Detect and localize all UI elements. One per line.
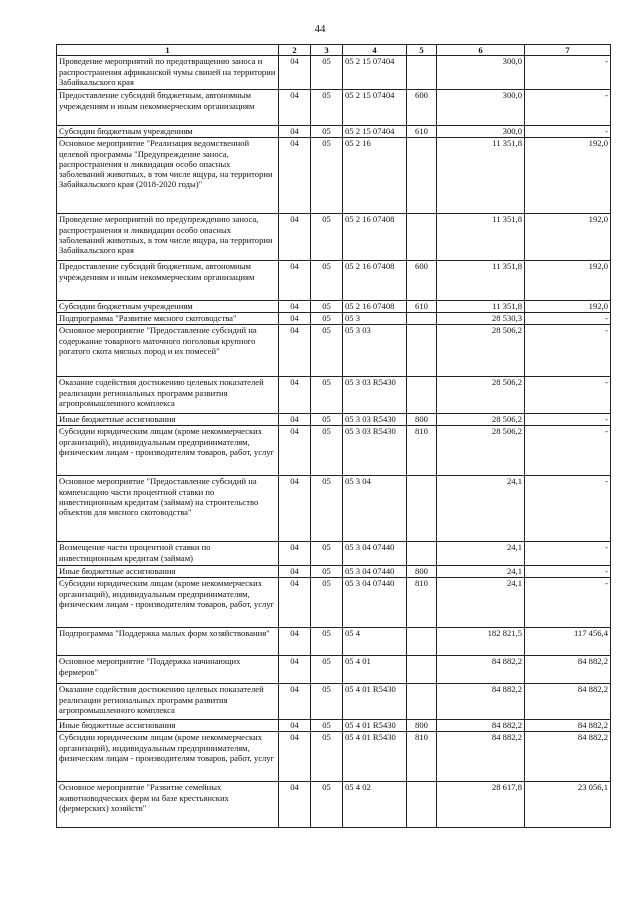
row-section: 04 <box>279 214 311 261</box>
row-expense-type: 810 <box>407 426 437 476</box>
row-section: 04 <box>279 476 311 542</box>
table-row <box>57 684 611 720</box>
row-amount: 84 882,2 <box>437 656 525 684</box>
row-name: Иные бюджетные ассигнования <box>57 720 279 732</box>
row-subsection: 05 <box>311 56 343 90</box>
row-amount: 300,0 <box>437 126 525 138</box>
row-amount: 11 351,8 <box>437 261 525 301</box>
row-section: 04 <box>279 426 311 476</box>
row-target-code: 05 2 16 07408 <box>343 214 407 261</box>
row-amount: 84 882,2 <box>437 732 525 782</box>
row-name: Оказание содействия достижению целевых показателей реализации региональных программ развития агропромышленного комплекса <box>57 377 279 414</box>
table-row <box>57 656 611 684</box>
row-expense-type <box>407 377 437 414</box>
row-target-code: 05 3 03 <box>343 325 407 377</box>
row-expense-type <box>407 325 437 377</box>
row-subsection: 05 <box>311 684 343 720</box>
row-name: Проведение мероприятий по предотвращению заноса и распространения африканской чумы свиней на территории Забайкальского края <box>57 56 279 90</box>
row-expense-type: 600 <box>407 261 437 301</box>
row-subsection: 05 <box>311 628 343 656</box>
row-subsection: 05 <box>311 377 343 414</box>
row-amount-federal: - <box>525 126 611 138</box>
row-target-code: 05 3 03 R5430 <box>343 426 407 476</box>
row-section: 04 <box>279 732 311 782</box>
table-body <box>57 56 611 828</box>
row-section: 04 <box>279 261 311 301</box>
row-subsection: 05 <box>311 90 343 126</box>
row-amount-federal: 192,0 <box>525 214 611 261</box>
row-target-code: 05 3 04 07440 <box>343 542 407 566</box>
row-expense-type <box>407 313 437 325</box>
row-section: 04 <box>279 684 311 720</box>
row-target-code: 05 3 <box>343 313 407 325</box>
row-amount: 11 351,8 <box>437 214 525 261</box>
table-row <box>57 426 611 476</box>
table-row <box>57 325 611 377</box>
row-expense-type: 810 <box>407 578 437 628</box>
row-amount-federal: - <box>525 56 611 90</box>
row-expense-type <box>407 56 437 90</box>
row-subsection: 05 <box>311 476 343 542</box>
row-amount: 84 882,2 <box>437 684 525 720</box>
table-row <box>57 126 611 138</box>
row-name: Проведение мероприятий по предупреждению заноса, распространения и ликвидации особо опасных заболеваний животных, в том числе ящура, на территории Забайкальского края <box>57 214 279 261</box>
row-name: Предоставление субсидий бюджетным, автономным учреждениям и иным некоммерческим организациям <box>57 261 279 301</box>
row-section: 04 <box>279 325 311 377</box>
row-section: 04 <box>279 126 311 138</box>
row-target-code: 05 2 16 07408 <box>343 301 407 313</box>
row-amount-federal: 84 882,2 <box>525 656 611 684</box>
row-section: 04 <box>279 313 311 325</box>
header-col-5: 5 <box>407 45 437 56</box>
table-row <box>57 542 611 566</box>
row-amount-federal: - <box>525 566 611 578</box>
row-target-code: 05 4 01 R5430 <box>343 684 407 720</box>
row-expense-type: 800 <box>407 720 437 732</box>
row-amount: 11 351,8 <box>437 301 525 313</box>
table-row <box>57 56 611 90</box>
row-name: Субсидии юридическим лицам (кроме некоммерческих организаций), индивидуальным предпринимателям, физическим лицам - производителям товаров, работ, услуг <box>57 426 279 476</box>
row-name: Иные бюджетные ассигнования <box>57 566 279 578</box>
row-name: Иные бюджетные ассигнования <box>57 414 279 426</box>
row-expense-type <box>407 476 437 542</box>
row-amount: 28 506,2 <box>437 377 525 414</box>
row-expense-type: 810 <box>407 732 437 782</box>
row-amount-federal: - <box>525 542 611 566</box>
row-subsection: 05 <box>311 720 343 732</box>
table-row <box>57 732 611 782</box>
table-row <box>57 720 611 732</box>
row-subsection: 05 <box>311 261 343 301</box>
row-name: Субсидии юридическим лицам (кроме некоммерческих организаций), индивидуальным предпринимателям, физическим лицам - производителям товаров, работ, услуг <box>57 578 279 628</box>
row-amount-federal: 23 056,1 <box>525 782 611 828</box>
table-header <box>57 45 611 56</box>
row-subsection: 05 <box>311 138 343 214</box>
row-target-code: 05 3 04 07440 <box>343 578 407 628</box>
row-subsection: 05 <box>311 656 343 684</box>
row-name: Субсидии юридическим лицам (кроме некоммерческих организаций), индивидуальным предпринимателям, физическим лицам - производителям товаров, работ, услуг <box>57 732 279 782</box>
budget-table <box>56 44 611 828</box>
row-name: Возмещение части процентной ставки по инвестиционным кредитам (займам) <box>57 542 279 566</box>
table-row <box>57 301 611 313</box>
table-row <box>57 628 611 656</box>
row-target-code: 05 4 <box>343 628 407 656</box>
row-name: Основное мероприятие "Развитие семейных животноводческих ферм на базе крестьянских (фермерских) хозяйств" <box>57 782 279 828</box>
row-target-code: 05 4 01 R5430 <box>343 720 407 732</box>
row-expense-type <box>407 628 437 656</box>
row-amount-federal: 84 882,2 <box>525 684 611 720</box>
table-row <box>57 566 611 578</box>
row-target-code: 05 4 01 R5430 <box>343 732 407 782</box>
row-amount: 28 506,2 <box>437 325 525 377</box>
row-amount: 11 351,8 <box>437 138 525 214</box>
row-amount: 300,0 <box>437 90 525 126</box>
row-subsection: 05 <box>311 426 343 476</box>
header-col-6: 6 <box>437 45 525 56</box>
row-target-code: 05 2 16 <box>343 138 407 214</box>
table-row <box>57 90 611 126</box>
header-col-4: 4 <box>343 45 407 56</box>
table-row <box>57 138 611 214</box>
row-target-code: 05 3 04 07440 <box>343 566 407 578</box>
row-section: 04 <box>279 414 311 426</box>
row-section: 04 <box>279 628 311 656</box>
row-amount-federal: - <box>525 313 611 325</box>
row-section: 04 <box>279 301 311 313</box>
row-amount-federal: - <box>525 476 611 542</box>
table-row <box>57 214 611 261</box>
row-target-code: 05 2 15 07404 <box>343 90 407 126</box>
row-expense-type <box>407 656 437 684</box>
row-amount: 24,1 <box>437 542 525 566</box>
row-name: Основное мероприятие "Поддержка начинающих фермеров" <box>57 656 279 684</box>
row-expense-type: 800 <box>407 414 437 426</box>
row-expense-type: 610 <box>407 301 437 313</box>
table-row <box>57 313 611 325</box>
row-target-code: 05 3 04 <box>343 476 407 542</box>
row-subsection: 05 <box>311 313 343 325</box>
row-amount: 24,1 <box>437 476 525 542</box>
row-name: Подпрограмма "Поддержка малых форм хозяйствования" <box>57 628 279 656</box>
row-amount: 28 506,2 <box>437 426 525 476</box>
row-name: Субсидии бюджетным учреждениям <box>57 126 279 138</box>
row-expense-type: 800 <box>407 566 437 578</box>
row-amount-federal: 84 882,2 <box>525 720 611 732</box>
row-subsection: 05 <box>311 414 343 426</box>
page-number: 44 <box>314 23 326 35</box>
table-row <box>57 414 611 426</box>
row-target-code: 05 4 01 <box>343 656 407 684</box>
row-subsection: 05 <box>311 542 343 566</box>
row-amount: 28 617,8 <box>437 782 525 828</box>
row-section: 04 <box>279 578 311 628</box>
table-row <box>57 377 611 414</box>
header-col-1: 1 <box>57 45 279 56</box>
table-row <box>57 261 611 301</box>
row-name: Основное мероприятие "Предоставление субсидий на содержание товарного маточного поголовья крупного рогатого скота мясных пород и их помесей" <box>57 325 279 377</box>
row-subsection: 05 <box>311 732 343 782</box>
row-expense-type: 600 <box>407 90 437 126</box>
table-row <box>57 578 611 628</box>
row-expense-type <box>407 138 437 214</box>
row-amount-federal: 192,0 <box>525 261 611 301</box>
header-col-7: 7 <box>525 45 611 56</box>
row-expense-type <box>407 782 437 828</box>
row-subsection: 05 <box>311 126 343 138</box>
row-amount-federal: 192,0 <box>525 138 611 214</box>
row-target-code: 05 2 16 07408 <box>343 261 407 301</box>
row-amount-federal: 84 882,2 <box>525 732 611 782</box>
row-section: 04 <box>279 377 311 414</box>
row-section: 04 <box>279 720 311 732</box>
row-expense-type <box>407 214 437 261</box>
row-expense-type <box>407 542 437 566</box>
row-amount: 28 506,2 <box>437 414 525 426</box>
row-name: Субсидии бюджетным учреждениям <box>57 301 279 313</box>
row-subsection: 05 <box>311 578 343 628</box>
header-col-2: 2 <box>279 45 311 56</box>
row-amount: 28 530,3 <box>437 313 525 325</box>
row-section: 04 <box>279 782 311 828</box>
row-subsection: 05 <box>311 782 343 828</box>
table-row <box>57 782 611 828</box>
row-amount: 24,1 <box>437 578 525 628</box>
row-amount-federal: - <box>525 90 611 126</box>
row-expense-type <box>407 684 437 720</box>
row-name: Предоставление субсидий бюджетным, автономным учреждениям и иным некоммерческим организациям <box>57 90 279 126</box>
row-amount-federal: 192,0 <box>525 301 611 313</box>
row-section: 04 <box>279 56 311 90</box>
row-target-code: 05 3 03 R5430 <box>343 414 407 426</box>
row-amount: 300,0 <box>437 56 525 90</box>
header-col-3: 3 <box>311 45 343 56</box>
row-subsection: 05 <box>311 214 343 261</box>
row-section: 04 <box>279 656 311 684</box>
row-target-code: 05 2 15 07404 <box>343 126 407 138</box>
row-amount-federal: - <box>525 325 611 377</box>
row-name: Оказание содействия достижению целевых показателей реализации региональных программ развития агропромышленного комплекса <box>57 684 279 720</box>
row-section: 04 <box>279 566 311 578</box>
row-amount-federal: - <box>525 426 611 476</box>
row-subsection: 05 <box>311 566 343 578</box>
row-name: Подпрограмма "Развитие мясного скотоводства" <box>57 313 279 325</box>
table-row <box>57 476 611 542</box>
row-amount-federal: - <box>525 414 611 426</box>
row-name: Основное мероприятие "Предоставление субсидий на компенсацию части процентной ставки по инвестиционным кредитам (займам) на строительство объектов для мясного скотоводства" <box>57 476 279 542</box>
row-section: 04 <box>279 542 311 566</box>
row-section: 04 <box>279 138 311 214</box>
row-amount-federal: - <box>525 377 611 414</box>
row-subsection: 05 <box>311 301 343 313</box>
row-target-code: 05 3 03 R5430 <box>343 377 407 414</box>
row-expense-type: 610 <box>407 126 437 138</box>
row-amount-federal: 117 456,4 <box>525 628 611 656</box>
row-amount: 24,1 <box>437 566 525 578</box>
row-target-code: 05 4 02 <box>343 782 407 828</box>
row-amount-federal: - <box>525 578 611 628</box>
row-amount: 84 882,2 <box>437 720 525 732</box>
row-target-code: 05 2 15 07404 <box>343 56 407 90</box>
row-subsection: 05 <box>311 325 343 377</box>
row-section: 04 <box>279 90 311 126</box>
row-name: Основное мероприятие "Реализация ведомственной целевой программы "Предупреждение заноса, распространения и ликвидация особо опасных заболеваний животных, в том числе ящура, на территории Забайкальского края (2018-2020 годы)" <box>57 138 279 214</box>
row-amount: 182 821,5 <box>437 628 525 656</box>
